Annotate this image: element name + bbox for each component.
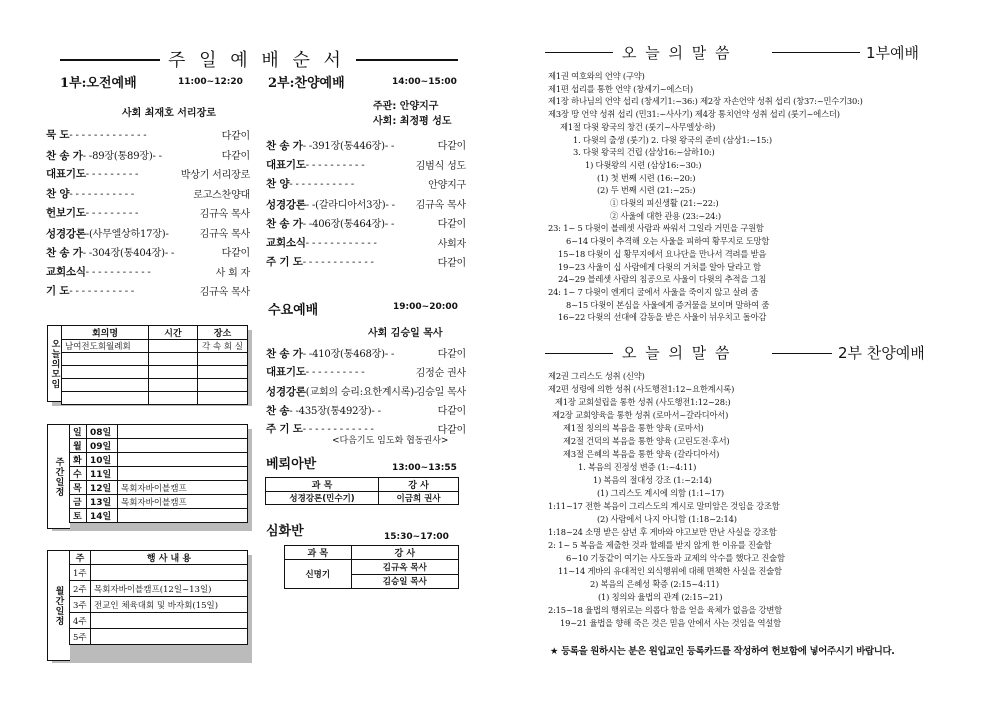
outline-line: 16~22 다윗의 선대에 감동을 받은 사울이 뉘우치고 돌아감 bbox=[558, 312, 767, 323]
wednesday-next-prayer-note: <다음기도 임도화 협동권사> bbox=[332, 436, 449, 446]
advanced-heading: 심화반 bbox=[266, 524, 304, 539]
order-label: 대표기도 bbox=[46, 168, 86, 180]
monthly-row bbox=[70, 565, 248, 581]
advanced-subject-header: 과 목 bbox=[285, 546, 352, 560]
order-label: 성경강론 bbox=[266, 198, 306, 211]
monthly-event bbox=[91, 565, 248, 581]
weekly-row bbox=[70, 453, 248, 467]
weekly-event: 목회자바이블캠프 bbox=[118, 495, 248, 509]
berea-time: 13:00~13:55 bbox=[392, 463, 457, 473]
sermon2-service-tag: 2부 찬양예배 bbox=[838, 344, 925, 362]
outline-line: 19~23 사울이 십 사람에게 다윗의 거처를 알아 달라고 함 bbox=[558, 261, 761, 272]
order-row bbox=[266, 215, 466, 231]
order-person: 사 회 자 bbox=[215, 267, 250, 279]
order-person: 사회자 bbox=[437, 238, 466, 250]
order-row bbox=[46, 264, 250, 279]
meeting-place: 각 속 회 실 bbox=[198, 340, 248, 353]
meeting-name bbox=[62, 353, 149, 366]
meeting-time bbox=[149, 392, 198, 405]
order-label: 성경강론 bbox=[46, 227, 86, 240]
order-label: 찬 송 bbox=[266, 405, 290, 417]
outline-line: 제3절 은혜의 복음을 통한 양육 (갈라디아서) bbox=[563, 449, 720, 459]
meeting-time bbox=[149, 340, 198, 353]
weekly-day: 월 bbox=[70, 439, 87, 453]
outline-line: (1) 칭의와 율법의 관계 (2:15~21) bbox=[598, 592, 723, 602]
order-detail: -(사무엘상하17장)- bbox=[85, 228, 169, 240]
order-person: 김규옥 목사 bbox=[199, 228, 250, 240]
order-row bbox=[266, 402, 466, 418]
outline-line: (1) 첫 번째 시련 (16:~20:) bbox=[597, 172, 696, 183]
order-row bbox=[46, 186, 250, 201]
weekly-date: 14일 bbox=[87, 509, 118, 523]
wednesday-heading: 수요예배 bbox=[268, 303, 319, 318]
weekly-day: 화 bbox=[70, 453, 87, 467]
outline-line: 8~15 다윗이 본심을 사울에게 증거물을 보이며 말하여 줌 bbox=[566, 299, 770, 310]
outline-line: 2: 1~ 5 복음을 제출한 것과 할례를 받지 않게 한 이유를 진술함 bbox=[548, 540, 772, 550]
wednesday-time: 19:00~20:00 bbox=[393, 302, 458, 312]
order-person: 다같이 bbox=[437, 258, 466, 269]
meeting-header-name: 회의명 bbox=[62, 326, 149, 340]
advanced-teacher-1: 김규옥 목사 bbox=[351, 560, 458, 575]
outline-line: 1:18~24 소명 받은 삼년 후 게바와 야고보만 만난 사실을 강조함 bbox=[548, 527, 777, 537]
outline-line: 15~18 다윗이 십 황무지에서 요나단을 만나서 격려를 받음 bbox=[558, 248, 767, 259]
advanced-subject: 신명기 bbox=[285, 560, 352, 589]
berea-teacher-header: 강 사 bbox=[379, 478, 459, 492]
outline-line: 1. 다윗의 출생 (룻기) 2. 다윗 왕국의 준비 (삼상1:~15:) bbox=[573, 134, 772, 145]
order-row bbox=[266, 196, 466, 212]
berea-table bbox=[265, 477, 459, 505]
order-row bbox=[266, 235, 466, 250]
order-row bbox=[46, 166, 250, 181]
sermon1-service-tag: 1부예배 bbox=[866, 44, 920, 62]
monthly-table bbox=[69, 550, 248, 645]
meeting-name bbox=[62, 392, 149, 405]
service2-heading: 2부:찬양예배 bbox=[268, 76, 345, 91]
order-label: 찬 양 bbox=[46, 187, 70, 200]
outline-line: 제1편 섭리를 통한 언약 (창세기~에스더) bbox=[548, 83, 693, 94]
order-detail: - - - - - - - - - - bbox=[305, 159, 365, 171]
berea-subject-header: 과 목 bbox=[266, 478, 379, 492]
outline-line: 24: 1~ 7 다윗이 엔게디 굴에서 사울을 죽이지 않고 살려 줌 bbox=[548, 286, 759, 297]
outline-line: 1) 복음의 절대성 강조 (1:~2:14) bbox=[593, 475, 712, 485]
monthly-header-week: 주 bbox=[70, 551, 91, 565]
sermon1-title: 오 늘 의 말 씀 bbox=[622, 44, 732, 62]
meeting-name bbox=[62, 366, 149, 379]
outline-line: 24~29 블레셋 사람의 침공으로 사울이 다윗의 추적을 그침 bbox=[558, 274, 767, 285]
order-detail: - - - - - - - - - - - bbox=[289, 179, 355, 190]
order-person: 김범식 성도 bbox=[415, 160, 466, 172]
meeting-place bbox=[198, 392, 248, 405]
order-detail: - - - - - - - - - bbox=[85, 169, 139, 180]
order-person: 김규옥 목사 bbox=[199, 209, 250, 220]
order-label: 묵 도 bbox=[46, 129, 70, 141]
order-row bbox=[46, 283, 250, 298]
berea-subject: 성경강론(민수기) bbox=[266, 492, 379, 505]
order-person: 로고스찬양대 bbox=[193, 189, 250, 201]
order-row bbox=[46, 127, 250, 142]
sermon2-title: 오 늘 의 말 씀 bbox=[622, 344, 732, 362]
order-person: 김정순 권사 bbox=[415, 368, 466, 379]
monthly-event: 목회자바이블캠프(12일~13일) bbox=[91, 581, 248, 597]
title-rule-right bbox=[356, 59, 458, 61]
monthly-row bbox=[70, 629, 248, 645]
outline-line: 제1절 다윗 왕국의 창건 (룻기~사무엘상·하) bbox=[560, 121, 716, 132]
outline-line: ① 다윗의 피신생활 (21:~22:) bbox=[610, 198, 719, 208]
order-of-worship-title: 주 일 예 배 순 서 bbox=[168, 50, 345, 71]
order-detail: - - - - - - - - - - - bbox=[85, 266, 151, 278]
order-row bbox=[266, 157, 466, 172]
order-detail: - - - - - - - - - - - - bbox=[302, 257, 374, 268]
order-person: 다같이 bbox=[437, 141, 466, 152]
monthly-event: 전교인 체육대회 및 바자회(15일) bbox=[91, 597, 248, 613]
order-label: 기 도 bbox=[46, 285, 70, 297]
service1-heading: 1부:오전예배 bbox=[60, 76, 137, 91]
order-person: 안양지구 bbox=[428, 180, 466, 191]
monthly-row bbox=[70, 581, 248, 597]
meeting-place bbox=[198, 366, 248, 379]
order-row bbox=[46, 205, 250, 220]
advanced-teacher-header: 강 사 bbox=[351, 546, 458, 560]
order-detail: - -410장(통468장)- - bbox=[302, 349, 395, 360]
outline-line: 3. 다윗 왕국의 건립 (삼상16:~삼하10:) bbox=[573, 147, 715, 158]
order-label: 주 기 도 bbox=[266, 256, 303, 268]
weekly-row bbox=[70, 439, 248, 453]
weekly-row bbox=[70, 509, 248, 523]
meeting-time bbox=[149, 366, 198, 379]
sermon1-rule-left bbox=[545, 52, 613, 53]
order-label: 교회소식 bbox=[46, 265, 86, 278]
weekly-date: 09일 bbox=[87, 439, 118, 453]
weekly-event bbox=[118, 439, 248, 453]
outline-line: 19~21 율법을 향해 죽은 것은 믿음 안에서 사는 것임을 역설함 bbox=[560, 618, 781, 628]
order-detail: - -(갈라디아서3장)- - bbox=[305, 199, 395, 211]
outline-line: 1) 다윗왕의 시련 (삼상16:~30:) bbox=[585, 159, 702, 170]
weekly-day: 일 bbox=[70, 425, 87, 439]
order-person: 다같이 bbox=[221, 150, 250, 162]
order-label: 찬 송 가 bbox=[46, 247, 83, 259]
order-row bbox=[46, 225, 250, 241]
weekly-day: 수 bbox=[70, 467, 87, 481]
weekly-row bbox=[70, 425, 248, 439]
outline-line: 제1절 칭의의 복음을 통한 양육 (로마서) bbox=[563, 423, 704, 433]
berea-heading: 베뢰아반 bbox=[266, 457, 317, 472]
meeting-side-text: 오늘의모임 bbox=[49, 338, 60, 389]
registration-notice: ★ 등록을 원하시는 분은 원입교인 등록카드를 작성하여 헌보함에 넣어주시기 바랍니다. bbox=[550, 646, 895, 657]
weekly-event bbox=[118, 425, 248, 439]
service1-time: 11:00~12:20 bbox=[178, 77, 243, 87]
order-detail: - -89장(통89장)- - bbox=[82, 150, 162, 162]
outline-line: 제3장 땅 언약 성취 섭리 (민31:~사사기) 제4장 통치언약 성취 섭리 (룻기~에스더) bbox=[548, 109, 840, 120]
title-rule-left bbox=[60, 59, 160, 61]
order-detail: - - - - - - - - - - - - bbox=[302, 424, 374, 435]
order-detail: - - - - - - - - - bbox=[85, 208, 139, 219]
outline-line: 제1장 하나님의 언약 섭리 (창세기1:~36:) 제2장 자손언약 성취 섭리 (창37:~민수기30:) bbox=[548, 96, 863, 107]
weekly-date: 08일 bbox=[87, 425, 118, 439]
monthly-week: 5주 bbox=[70, 629, 91, 645]
weekly-day: 목 bbox=[70, 481, 87, 495]
weekly-date: 13일 bbox=[87, 495, 118, 509]
outline-line: 2:15~18 율법의 행위로는 의롭다 함을 얻을 육체가 없음을 강변함 bbox=[548, 605, 782, 615]
wednesday-presider: 사회 김승일 목사 bbox=[368, 328, 443, 339]
weekly-side-text: 주간일정 bbox=[53, 456, 64, 497]
sermon2-rule-right bbox=[772, 353, 832, 354]
meeting-header-time: 시간 bbox=[149, 326, 198, 340]
order-person: 다같이 bbox=[221, 248, 250, 259]
outline-line: 23: 1~ 5 다윗이 블레셋 사람과 싸워서 그일라 거민을 구원함 bbox=[548, 223, 764, 234]
outline-line: (2) 사람에서 나지 아니함 (1:18~2:14) bbox=[597, 514, 737, 524]
order-person: 김승일 목사 bbox=[415, 387, 466, 398]
order-detail: - -435장(통492장)- - bbox=[289, 406, 381, 417]
service2-time: 14:00~15:00 bbox=[392, 77, 457, 87]
order-detail: - -406장(통464장)- - bbox=[302, 219, 395, 230]
order-label: 헌보기도 bbox=[46, 207, 86, 219]
outline-line: (1) 그리스도 계시에 의함 (1:1~17) bbox=[597, 488, 724, 498]
order-person: 다같이 bbox=[437, 406, 466, 417]
weekly-row bbox=[70, 467, 248, 481]
weekly-event bbox=[118, 467, 248, 481]
weekly-event bbox=[118, 453, 248, 467]
outline-line: 제1장 교회설립을 통한 성취 (사도행전1:12~28:) bbox=[555, 397, 731, 407]
order-label: 대표기도 bbox=[266, 158, 306, 171]
monthly-event bbox=[91, 629, 248, 645]
monthly-week: 1주 bbox=[70, 565, 91, 581]
monthly-event bbox=[91, 613, 248, 629]
outline-line: 6~10 기둥같이 여기는 사도들과 교제의 악수를 했다고 진술함 bbox=[566, 553, 785, 563]
weekly-event: 목회자바이블캠프 bbox=[118, 481, 248, 495]
order-row bbox=[46, 147, 250, 163]
outline-line: 제2권 그리스도 성취 (신약) bbox=[548, 371, 645, 381]
outline-line: 6~14 다윗이 추격해 오는 사울을 피하여 황무지로 도망함 bbox=[566, 236, 770, 247]
order-label: 찬 송 가 bbox=[46, 149, 83, 162]
order-detail: - - - - - - - - - - bbox=[305, 367, 365, 378]
order-person: 다같이 bbox=[437, 349, 466, 360]
outline-line: (2) 두 번째 시련 (21:~25:) bbox=[597, 185, 696, 196]
service2-host: 주관: 안양지구 bbox=[373, 101, 439, 112]
order-row bbox=[46, 244, 250, 260]
order-label: 교회소식 bbox=[266, 236, 306, 249]
order-label: 찬 송 가 bbox=[266, 140, 303, 152]
monthly-row bbox=[70, 597, 248, 613]
weekly-day: 금 bbox=[70, 495, 87, 509]
monthly-week: 3주 bbox=[70, 597, 91, 613]
service1-presider: 사회 최재호 서리장로 bbox=[122, 108, 216, 119]
order-detail: - - - - - - - - - - - - bbox=[305, 237, 377, 249]
weekly-table bbox=[69, 424, 248, 523]
outline-line: 제2절 건덕의 복음을 통한 양육 (고린도전·후서) bbox=[563, 436, 730, 446]
monthly-side-text: 월간일정 bbox=[53, 585, 64, 626]
outline-line: 1. 복음의 진정성 변증 (1:~4:11) bbox=[578, 462, 697, 472]
order-label: 찬 양 bbox=[266, 178, 290, 190]
berea-teacher: 이금희 권사 bbox=[379, 492, 459, 505]
advanced-time: 15:30~17:00 bbox=[384, 532, 449, 542]
order-detail: - - - - - - - - - - - bbox=[69, 286, 135, 297]
order-detail: - - - - - - - - - - - bbox=[69, 188, 135, 200]
outline-line: 제2편 성령에 의한 성취 (사도행전1:12~요한계시록) bbox=[548, 384, 735, 394]
weekly-side-label bbox=[47, 424, 70, 529]
weekly-row bbox=[70, 481, 248, 495]
order-label: 대표기도 bbox=[266, 366, 306, 378]
meeting-name bbox=[62, 379, 149, 392]
monthly-week: 2주 bbox=[70, 581, 91, 597]
weekly-date: 12일 bbox=[87, 481, 118, 495]
order-person: 박상기 서리장로 bbox=[180, 170, 250, 181]
weekly-day: 토 bbox=[70, 509, 87, 523]
order-person: 김규옥 목사 bbox=[199, 287, 250, 298]
outline-line: 1:11~17 전한 복음이 그리스도의 계시로 말미암은 것임을 강조함 bbox=[548, 501, 780, 511]
order-person: 김규옥 목사 bbox=[415, 199, 466, 211]
order-label: 찬 송 가 bbox=[266, 218, 303, 230]
order-detail: - - - - - - - - - - - - - bbox=[69, 130, 147, 141]
advanced-table bbox=[284, 545, 459, 589]
outline-line: ② 사울에 대한 관용 (23:~24:) bbox=[610, 210, 721, 221]
meeting-time bbox=[149, 379, 198, 392]
outline-line: 11~14 게바의 유대적인 외식행위에 대해 면책한 사실을 진술함 bbox=[558, 566, 782, 576]
outline-line: 제1권 여호와의 언약 (구약) bbox=[548, 71, 645, 81]
meeting-place bbox=[198, 379, 248, 392]
monthly-header-event: 행 사 내 용 bbox=[91, 551, 248, 565]
order-row bbox=[266, 364, 466, 379]
order-label: 성경강론 bbox=[266, 386, 306, 398]
meeting-place bbox=[198, 353, 248, 366]
order-detail: - -304장(통404장)- - bbox=[82, 248, 175, 259]
outline-line: 제2장 교회양육을 통한 성취 (로마서~갈라디아서) bbox=[552, 410, 729, 420]
weekly-date: 11일 bbox=[87, 467, 118, 481]
order-detail: (교회의 승리:요한계시록)- bbox=[305, 387, 418, 398]
order-row bbox=[266, 176, 466, 191]
outline-line: 2) 복음의 은혜성 확증 (2:15~4:11) bbox=[590, 579, 719, 589]
monthly-week: 4주 bbox=[70, 613, 91, 629]
order-label: 찬 송 가 bbox=[266, 348, 303, 360]
order-row bbox=[266, 137, 466, 153]
sermon1-rule-right bbox=[772, 52, 860, 53]
meeting-side-label bbox=[47, 325, 62, 402]
monthly-side-label bbox=[47, 550, 70, 661]
order-person: 다같이 bbox=[221, 131, 250, 142]
meeting-name: 남여전도회월례회 bbox=[62, 340, 149, 353]
weekly-row bbox=[70, 495, 248, 509]
order-row bbox=[266, 254, 466, 269]
meeting-header-place: 장소 bbox=[198, 326, 248, 340]
order-label: 주 기 도 bbox=[266, 423, 303, 435]
order-person: 다같이 bbox=[437, 219, 466, 230]
order-person: 다같이 bbox=[437, 425, 466, 436]
advanced-teacher-2: 김승일 목사 bbox=[351, 574, 458, 589]
order-detail: - -391장(통446장)- - bbox=[302, 141, 395, 152]
monthly-row bbox=[70, 613, 248, 629]
weekly-event bbox=[118, 509, 248, 523]
service2-presider: 사회: 최정평 성도 bbox=[373, 116, 452, 127]
meeting-time bbox=[149, 353, 198, 366]
meeting-table bbox=[61, 325, 248, 405]
weekly-date: 10일 bbox=[87, 453, 118, 467]
sermon2-rule-left bbox=[545, 353, 613, 354]
order-row bbox=[266, 345, 466, 361]
order-row bbox=[266, 383, 466, 399]
